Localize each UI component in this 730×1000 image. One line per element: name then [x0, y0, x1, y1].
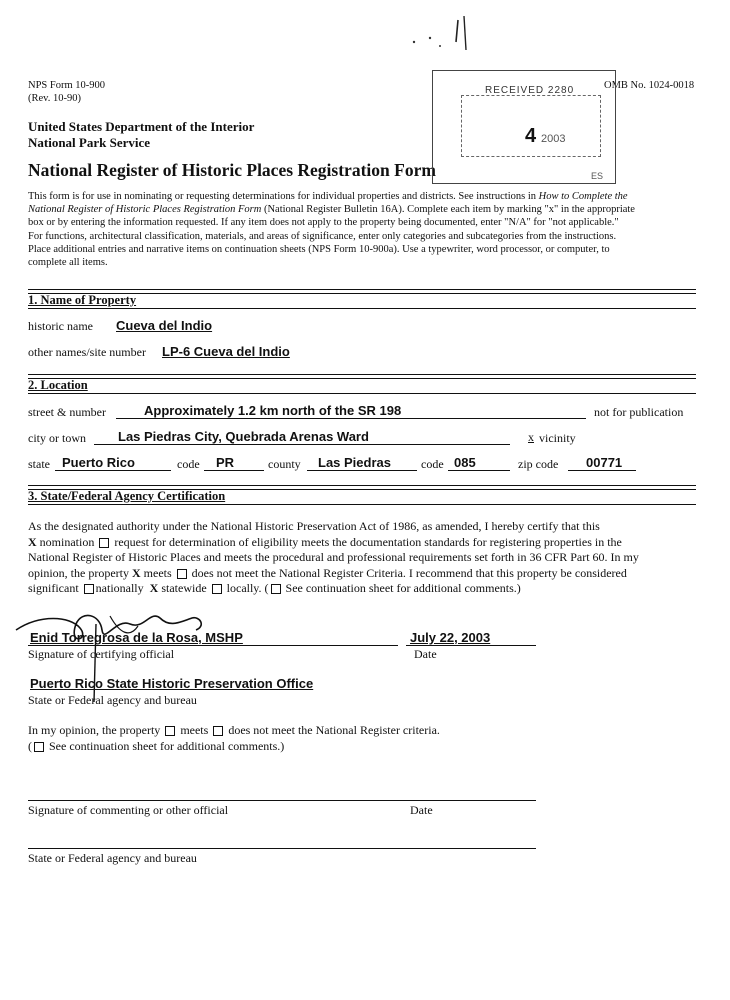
state-field[interactable]: Puerto Rico [62, 455, 135, 470]
statewide-x-mark[interactable]: X [149, 581, 159, 595]
intro-line5: Place additional entries and narrative items on continuation sheets (NPS Form 10-900a). Use a typewriter, word processor, or computer, to [28, 243, 610, 255]
nationally-checkbox[interactable] [84, 584, 94, 594]
form-revision: (Rev. 10-90) [28, 93, 81, 104]
state-underline [55, 470, 171, 471]
code-label: code [177, 457, 200, 471]
other-names-label: other names/site number [28, 345, 146, 359]
agency2-line [28, 848, 536, 849]
opinion-line2 [28, 739, 284, 755]
opinion-line1 [28, 723, 440, 739]
date-label: Date [414, 647, 437, 661]
vicinity-checkmark[interactable]: x [528, 430, 534, 444]
nomination-x-mark[interactable]: X [28, 534, 37, 549]
intro-line6: complete all items. [28, 257, 108, 269]
open-paren: ( [28, 739, 32, 753]
city-field[interactable]: Las Piedras City, Quebrada Arenas Ward [118, 429, 369, 444]
historic-name-label: historic name [28, 319, 93, 333]
commenting-signature-label: Signature of commenting or other official [28, 803, 229, 817]
city-underline [94, 444, 510, 445]
intro-line1: This form is for use in nominating or requesting determinations for individual properties and districts. See instructions in [28, 191, 536, 202]
state-label: state [28, 457, 50, 471]
street-label: street & number [28, 405, 106, 419]
vicinity-label: vicinity [539, 431, 576, 445]
signature-label: Signature of certifying official [28, 647, 175, 661]
handwritten-mark [400, 12, 480, 62]
zip-field[interactable]: 00771 [586, 455, 623, 470]
meets-x-mark[interactable]: X [131, 565, 141, 580]
county-code-label: code [421, 457, 444, 471]
continuation-text: See continuation sheet for additional comments.) [285, 581, 521, 595]
section1-heading: 1. Name of Property [28, 293, 137, 307]
county-code-underline [448, 470, 510, 471]
request-text: request for determination of eligibility meets the documentation standards for registering properties in the [114, 534, 622, 549]
significant-text: significant [28, 581, 79, 595]
meets-text: meets [143, 565, 172, 580]
county-code-field[interactable]: 085 [454, 455, 476, 470]
intro-line2: (National Register Bulletin 16A). Complete each item by marking "x" in the appropriate [263, 204, 635, 216]
nationally-text: nationally [95, 581, 144, 595]
agency2-label: State or Federal agency and bureau [28, 851, 197, 865]
agency-name[interactable]: Puerto Rico State Historic Preservation Office [30, 676, 314, 691]
does-not-meet2-text: does not meet the National Register criteria. [228, 723, 440, 737]
does-not-meet2-checkbox[interactable] [213, 726, 223, 736]
section2-heading-rule [28, 393, 696, 394]
county-label: county [268, 457, 301, 471]
does-not-meet-text: does not meet the National Register Criteria. I recommend that this property be considered [191, 565, 627, 580]
received-stamp [432, 70, 616, 184]
continuation2-checkbox[interactable] [34, 742, 44, 752]
opinion-text: opinion, the property [28, 565, 129, 580]
zip-label: zip code [518, 457, 559, 471]
not-for-publication: not for publication [594, 405, 684, 419]
stamp-day: 4 [525, 125, 537, 147]
code-underline [204, 470, 264, 471]
stamp-received-text: RECEIVED 2280 [485, 85, 575, 96]
section2-heading: 2. Location [28, 378, 88, 392]
signature-line [28, 645, 398, 646]
nomination-text: nomination [39, 534, 95, 549]
service-name: National Park Service [28, 135, 151, 150]
commenting-signature-line [28, 800, 536, 801]
stamp-bottom-text: ES [591, 171, 604, 181]
statewide-text: statewide [161, 581, 207, 595]
city-label: city or town [28, 431, 86, 445]
section3-heading: 3. State/Federal Agency Certification [28, 489, 226, 503]
locally-checkbox[interactable] [212, 584, 222, 594]
certifying-official-name[interactable]: Enid Torregrosa de la Rosa, MSHP [30, 630, 243, 645]
intro-line4: For functions, architectural classification, materials, and areas of significance, enter only categories and subcategories from the instructions. [28, 230, 617, 242]
intro-line3: box or by entering the information requested. If any item does not apply to the property being documented, enter "N/A" for "not applicable." [28, 217, 619, 229]
zip-underline [568, 470, 636, 471]
commenting-date-label: Date [410, 803, 433, 817]
certification-paragraph [28, 519, 700, 597]
form-number: NPS Form 10-900 [28, 80, 106, 91]
request-checkbox[interactable] [99, 538, 109, 548]
page-title: National Register of Historic Places Registration Form [28, 160, 436, 180]
intro-line1-italic: How to Complete the [538, 191, 628, 202]
intro-paragraph [28, 190, 698, 269]
date-line [406, 645, 536, 646]
continuation2-text: See continuation sheet for additional comments.) [49, 739, 285, 753]
cert-line1: As the designated authority under the National Historic Preservation Act of 1986, as amended, I hereby certify that this [28, 519, 600, 533]
county-field[interactable]: Las Piedras [318, 455, 391, 470]
locally-text: locally. ( [226, 581, 269, 595]
code-field[interactable]: PR [216, 455, 235, 470]
meets2-text: meets [180, 723, 209, 737]
historic-name-field[interactable]: Cueva del Indio [116, 318, 213, 333]
department-name: United States Department of the Interior [28, 119, 255, 134]
meets2-checkbox[interactable] [165, 726, 175, 736]
certification-date[interactable]: July 22, 2003 [410, 630, 491, 645]
cert-line3: National Register of Historic Places and meets the procedural and professional requirements set forth in 36 CFR Part 60. In my [28, 550, 639, 564]
omb-number: OMB No. 1024-0018 [604, 80, 695, 91]
intro-line2-italic: National Register of Historic Places Registration Form [28, 204, 262, 216]
county-underline [307, 470, 417, 471]
other-names-field[interactable]: LP-6 Cueva del Indio [162, 344, 290, 359]
does-not-meet-checkbox[interactable] [177, 569, 187, 579]
section1-heading-rule [28, 308, 696, 309]
section3-heading-rule [28, 504, 696, 505]
continuation-checkbox[interactable] [271, 584, 281, 594]
stamp-year: 2003 [541, 133, 566, 145]
street-underline [116, 418, 586, 419]
street-field[interactable]: Approximately 1.2 km north of the SR 198 [144, 403, 402, 418]
agency-label: State or Federal agency and bureau [28, 693, 197, 707]
opinion2-text: In my opinion, the property [28, 723, 161, 737]
section2-top-rule [28, 374, 696, 379]
